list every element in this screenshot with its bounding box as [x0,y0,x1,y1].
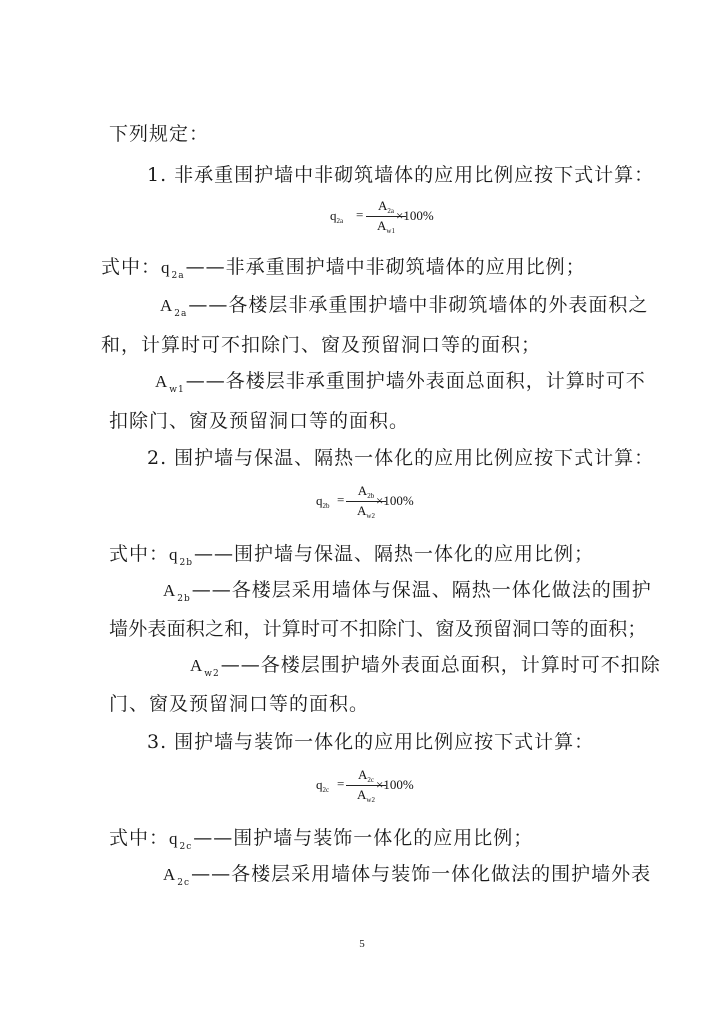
formula-2: $q_{2b}$ = $\frac{A_{2b}}{A_{w2}}$ ×100% [316,483,414,520]
item1-def2-cont: 和，计算时可不扣除门、窗及预留洞口等的面积； [101,334,542,356]
formula-percent: ×100% [376,493,414,508]
formula-denominator: A [357,787,367,802]
heading-text: 下列规定： [109,123,210,145]
item3-title: 3. 围护墙与装饰一体化的应用比例应按下式计算： [147,731,595,753]
formula-numerator: A [378,198,388,213]
formula-symbol: q [316,493,323,508]
item1-def2: $A_{2a}——$各楼层非承重围护墙中非砌筑墙体的外表面积之 [160,294,649,319]
item1-def1: 式中：$q_{2a}——$非承重围护墙中非砌筑墙体的应用比例； [101,256,586,281]
formula-numerator: A [358,767,368,782]
item2-def3-cont: 门、窗及预留洞口等的面积。 [109,693,370,715]
item3-def2: $A_{2c}——$各楼层采用墙体与装饰一体化做法的围护墙外表 [163,863,652,888]
item2-def2: $A_{2b}——$各楼层采用墙体与保温、隔热一体化做法的围护 [163,579,652,604]
formula-subscript: 2a [336,217,344,225]
formula-denominator: A [357,503,367,518]
formula-equals: = [337,492,345,507]
formula-symbol: q [330,208,337,223]
formula-equals: = [356,207,364,222]
item1-title: 1. 非承重围护墙中非砌筑墙体的应用比例应按下式计算： [147,164,655,186]
item2-def3: $A_{w2}——$各楼层围护墙外表面总面积，计算时可不扣除 [190,654,661,679]
formula-numerator: A [357,483,368,498]
formula-3: $q_{2c}$ = $\frac{A_{2c}}{A_{w2}}$ ×100% [316,767,414,804]
formula-percent: ×100% [376,777,414,792]
formula-symbol: q [316,777,323,792]
formula-percent: ×100% [396,208,434,223]
item2-def1: 式中：$q_{2b}——$围护墙与保温、隔热一体化的应用比例； [109,543,595,568]
formula-equals: = [337,776,345,791]
item2-def2-cont: 墙外表面积之和，计算时可不扣除门、窗及预留洞口等的面积； [109,618,647,640]
formula-denominator: A [377,218,387,233]
item1-def3: $A_{w1}——$各楼层非承重围护墙外表面总面积，计算时可不 [155,370,646,395]
item1-def3-cont: 扣除门、窗及预留洞口等的面积。 [109,410,410,432]
formula-subscript: 2b [322,502,330,510]
item3-def1: 式中：$q_{2c}——$围护墙与装饰一体化的应用比例； [109,827,534,852]
item2-title: 2. 围护墙与保温、隔热一体化的应用比例应按下式计算： [147,447,655,469]
formula-subscript: 2c [322,786,330,794]
page-number: 5 [359,938,365,950]
formula-1: $q_{2a}$ = $\frac{A_{2a}}{A_{w1}}$ ×100% [330,198,434,235]
